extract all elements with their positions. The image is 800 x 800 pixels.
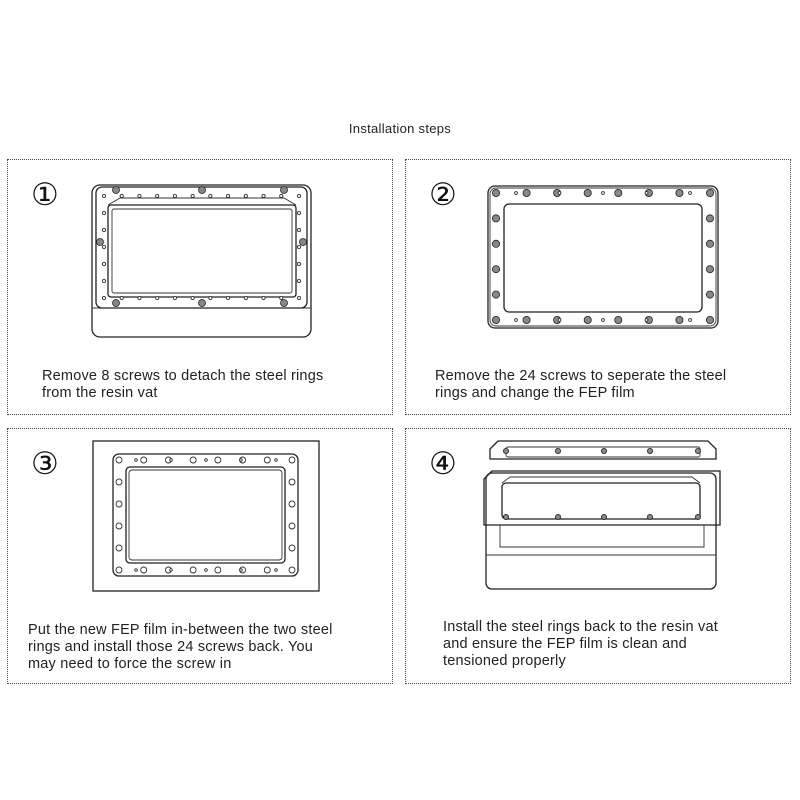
hole	[205, 459, 208, 462]
screw	[706, 316, 713, 323]
hole	[156, 296, 159, 299]
screw	[706, 189, 713, 196]
screw	[492, 240, 499, 247]
screw	[492, 215, 499, 222]
hole	[244, 194, 247, 197]
step-4-number: ④	[429, 446, 457, 482]
hole	[173, 296, 176, 299]
hole	[515, 192, 518, 195]
caption-line: Remove the 24 screws to seperate the steel	[435, 368, 727, 384]
hole	[173, 194, 176, 197]
screw	[676, 316, 683, 323]
caption-line: rings and change the FEP film	[435, 385, 635, 401]
screw-hole	[289, 479, 295, 485]
screw-hole	[116, 545, 122, 551]
hole	[102, 194, 105, 197]
hole	[645, 192, 648, 195]
hole	[156, 194, 159, 197]
screw	[647, 448, 652, 453]
hole	[558, 319, 561, 322]
screw-hole	[289, 545, 295, 551]
screw-hole	[215, 457, 221, 463]
hole	[262, 194, 265, 197]
screw-hole	[289, 457, 295, 463]
hole	[275, 459, 278, 462]
screw-hole	[190, 457, 196, 463]
screw	[523, 316, 530, 323]
hole	[120, 296, 123, 299]
hole	[102, 211, 105, 214]
hole	[602, 319, 605, 322]
screw	[492, 189, 499, 196]
screw	[503, 514, 508, 519]
hole	[275, 569, 278, 572]
hole	[170, 569, 173, 572]
hole	[102, 245, 105, 248]
screw	[706, 215, 713, 222]
step-3-panel	[7, 428, 393, 684]
caption-line: Install the steel rings back to the resin vat	[443, 619, 718, 635]
screw	[492, 291, 499, 298]
hole	[244, 296, 247, 299]
hole	[170, 459, 173, 462]
step-1-panel	[7, 159, 393, 415]
screw	[695, 448, 700, 453]
screw-hole	[190, 567, 196, 573]
screw	[615, 316, 622, 323]
screw	[706, 240, 713, 247]
screw-hole	[289, 501, 295, 507]
hole	[297, 296, 300, 299]
screw-hole	[116, 501, 122, 507]
caption-line: rings and install those 24 screws back. You	[28, 639, 314, 655]
caption-line: and ensure the FEP film is clean and	[443, 636, 687, 652]
hole	[280, 194, 283, 197]
screw-hole	[116, 567, 122, 573]
hole	[297, 279, 300, 282]
step-1-number: ①	[31, 177, 59, 213]
hole	[135, 569, 138, 572]
screw	[503, 448, 508, 453]
step-3-caption	[28, 622, 333, 673]
step-2-panel	[405, 159, 791, 415]
step-2-caption	[435, 368, 726, 402]
screw	[706, 266, 713, 273]
screw	[695, 514, 700, 519]
hole	[297, 211, 300, 214]
screw-hole	[141, 567, 147, 573]
caption-line: Remove 8 screws to detach the steel rings	[42, 368, 324, 384]
hole	[280, 296, 283, 299]
screw-hole	[116, 479, 122, 485]
hole	[138, 296, 141, 299]
hole	[102, 296, 105, 299]
hole	[135, 459, 138, 462]
hole	[297, 194, 300, 197]
caption-line: from the resin vat	[42, 385, 158, 401]
hole	[226, 194, 229, 197]
screw	[584, 189, 591, 196]
caption-line: may need to force the screw in	[28, 656, 232, 672]
screw-hole	[141, 457, 147, 463]
screw	[601, 514, 606, 519]
hole	[645, 319, 648, 322]
hole	[120, 194, 123, 197]
caption-line: tensioned properly	[443, 653, 566, 669]
hole	[240, 569, 243, 572]
step-2-number: ②	[429, 177, 457, 213]
hole	[262, 296, 265, 299]
step-2-screws	[492, 189, 713, 323]
screw-hole	[289, 567, 295, 573]
page-title: Installation steps	[348, 121, 452, 136]
screw-hole	[264, 457, 270, 463]
hole	[297, 245, 300, 248]
hole	[240, 459, 243, 462]
hole	[102, 262, 105, 265]
hole	[191, 194, 194, 197]
screw	[492, 316, 499, 323]
hole	[102, 279, 105, 282]
step-3-number: ③	[31, 446, 59, 482]
screw	[615, 189, 622, 196]
screw-hole	[116, 457, 122, 463]
screw-hole	[116, 523, 122, 529]
hole	[209, 194, 212, 197]
hole	[689, 192, 692, 195]
hole	[205, 569, 208, 572]
hole	[297, 262, 300, 265]
screw	[676, 189, 683, 196]
screw	[523, 189, 530, 196]
hole	[138, 194, 141, 197]
screw	[584, 316, 591, 323]
screw	[492, 266, 499, 273]
hole	[558, 192, 561, 195]
screw	[601, 448, 606, 453]
step-3-screws	[116, 457, 295, 573]
screw	[706, 291, 713, 298]
hole	[226, 296, 229, 299]
screw-hole	[289, 523, 295, 529]
screw-hole	[215, 567, 221, 573]
caption-line: Put the new FEP film in-between the two steel	[28, 622, 333, 638]
screw	[647, 514, 652, 519]
screw	[555, 448, 560, 453]
hole	[602, 192, 605, 195]
step-4-panel	[405, 428, 791, 684]
hole	[102, 228, 105, 231]
screw	[555, 514, 560, 519]
screw-hole	[264, 567, 270, 573]
step-1-caption	[42, 368, 323, 402]
hole	[209, 296, 212, 299]
hole	[297, 228, 300, 231]
hole	[515, 319, 518, 322]
hole	[689, 319, 692, 322]
hole	[191, 296, 194, 299]
step-4-caption	[443, 619, 718, 670]
